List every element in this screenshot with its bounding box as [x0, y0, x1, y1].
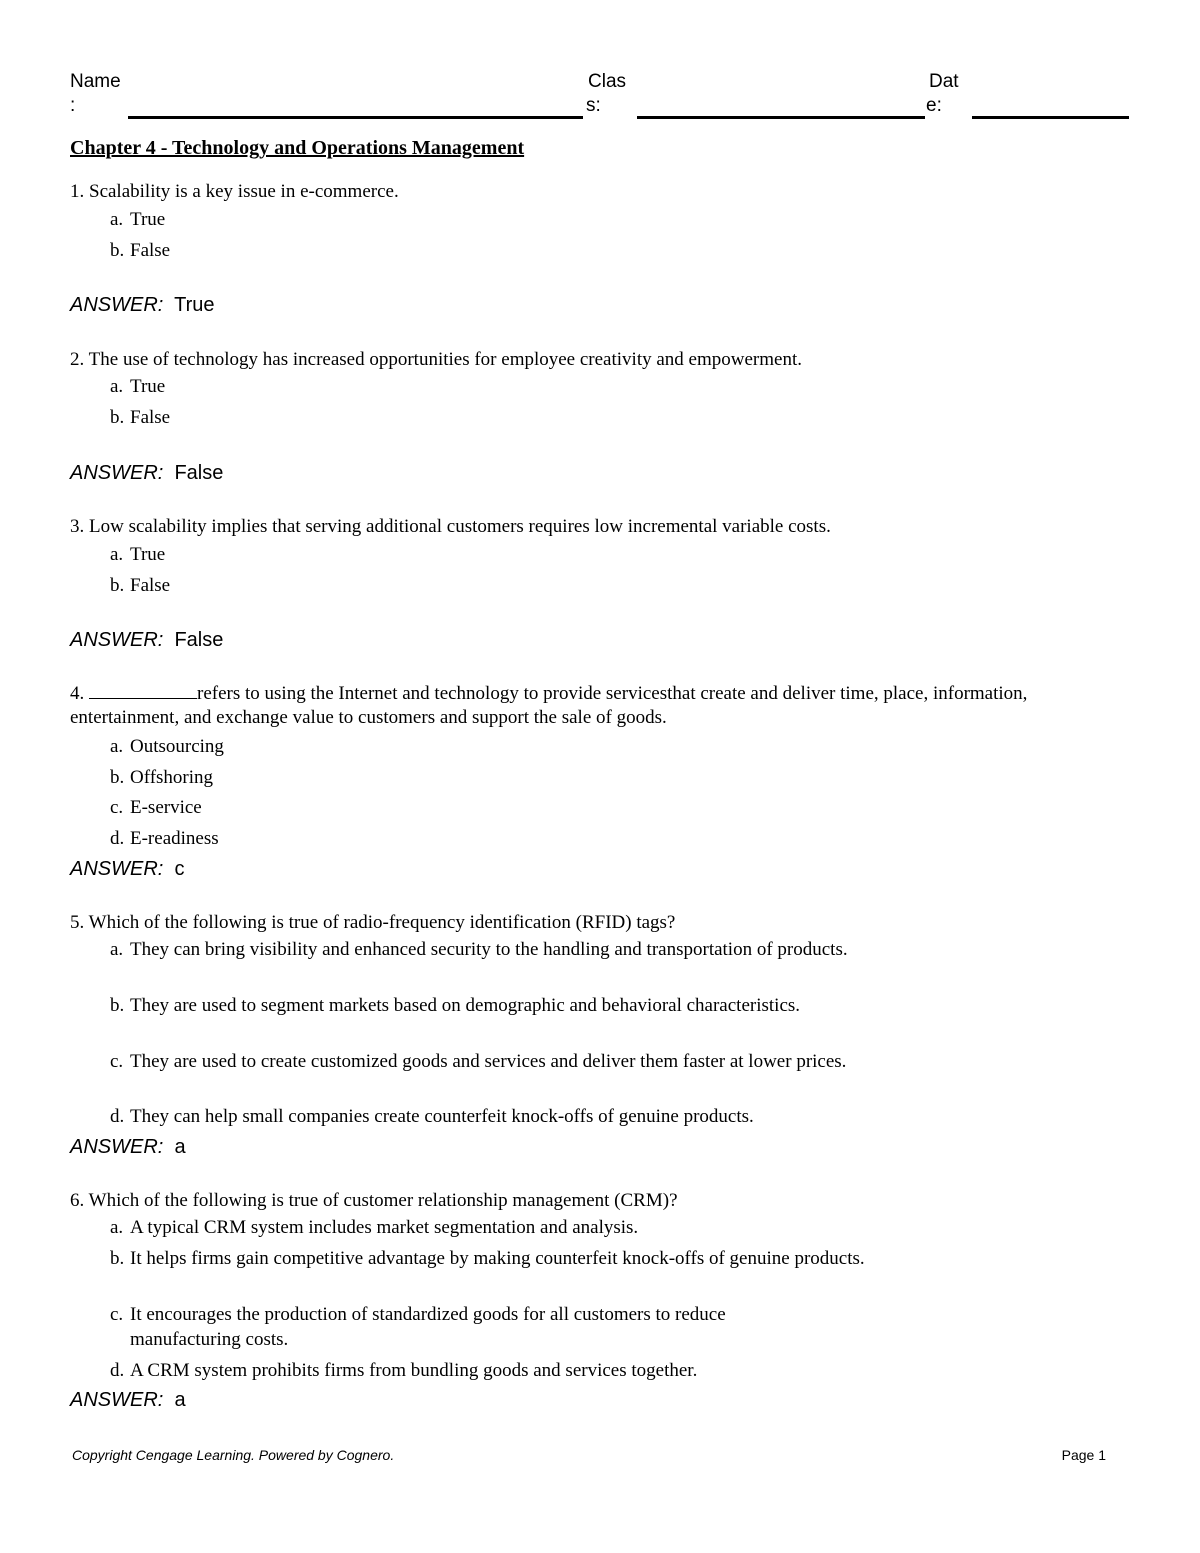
class-label: Clas — [588, 71, 627, 92]
answer-line — [70, 293, 215, 317]
choice-letter: b. — [110, 407, 125, 428]
choice-text: False — [130, 240, 171, 261]
answer-line — [70, 628, 223, 652]
choice-a[interactable] — [110, 207, 170, 232]
choice-text: Offshoring — [130, 767, 214, 788]
answer-line — [70, 1388, 186, 1412]
choice-letter: a. — [110, 376, 124, 397]
choice-b[interactable] — [110, 238, 170, 263]
choice-b[interactable] — [110, 993, 890, 1018]
question-number: 4. — [70, 683, 85, 704]
copyright-footer: Copyright Cengage Learning. Powered by Cognero. — [72, 1447, 395, 1463]
question-text: 5. Which of the following is true of radio-frequency identification (RFID) tags? — [70, 912, 676, 933]
answer-value: True — [174, 294, 215, 316]
choice-letter: b. — [110, 1248, 125, 1269]
answer-line — [70, 857, 184, 881]
answer-label: ANSWER: — [70, 629, 164, 651]
choice-letter: d. — [110, 828, 125, 849]
choice-text: A typical CRM system includes market segmentation and analysis. — [130, 1217, 639, 1238]
name-label: Name — [70, 71, 121, 92]
choice-a[interactable] — [110, 542, 170, 567]
choice-b[interactable] — [110, 1246, 890, 1271]
name-field[interactable] — [128, 116, 583, 119]
answer-value: False — [174, 462, 224, 484]
choice-letter: c. — [110, 1051, 124, 1072]
choice-letter: c. — [110, 1304, 124, 1325]
class-field[interactable] — [637, 116, 925, 119]
choice-text: They can help small companies create counterfeit knock-offs of genuine products. — [130, 1106, 754, 1127]
answer-value: a — [174, 1136, 186, 1158]
choice-letter: c. — [110, 797, 124, 818]
chapter-title: Chapter 4 - Technology and Operations Management — [70, 137, 525, 159]
choice-text: It helps firms gain competitive advantage by making counterfeit knock-offs of genuine products. — [130, 1248, 865, 1269]
choice-text: A CRM system prohibits firms from bundling goods and services together. — [130, 1360, 698, 1381]
question-text: 1. Scalability is a key issue in e-commerce. — [70, 181, 399, 202]
choice-letter: b. — [110, 995, 125, 1016]
choice-text: True — [130, 544, 166, 565]
answer-label: ANSWER: — [70, 1136, 164, 1158]
question-text — [70, 682, 1070, 730]
choice-text: They can bring visibility and enhanced security to the handling and transportation of products. — [130, 939, 848, 960]
choice-text: False — [130, 575, 171, 596]
date-field[interactable] — [972, 116, 1129, 119]
date-label-colon: e: — [926, 95, 942, 116]
choice-letter: b. — [110, 240, 125, 261]
choice-d[interactable] — [110, 826, 219, 851]
choice-a[interactable] — [110, 937, 890, 962]
choice-text: E-readiness — [130, 828, 219, 849]
answer-value: c — [174, 858, 185, 880]
answer-line — [70, 1135, 186, 1159]
answer-label: ANSWER: — [70, 1389, 164, 1411]
choice-c[interactable] — [110, 1049, 890, 1074]
choice-text: It encourages the production of standardized goods for all customers to reduce manufacturing costs. — [130, 1304, 726, 1350]
name-label-colon: : — [70, 95, 76, 116]
choice-letter: a. — [110, 939, 124, 960]
choice-letter: a. — [110, 1217, 124, 1238]
choice-a[interactable] — [110, 374, 170, 399]
question-body: refers to using the Internet and technology to provide servicesthat create and deliver time, place, information, entertainment, and exchange value to customers and support the sale of goods. — [70, 683, 1028, 728]
choice-text: True — [130, 376, 166, 397]
choice-c[interactable] — [110, 1302, 830, 1352]
choice-letter: a. — [110, 736, 124, 757]
question-text: 6. Which of the following is true of customer relationship management (CRM)? — [70, 1190, 678, 1211]
choice-text: E-service — [130, 797, 202, 818]
choice-d[interactable] — [110, 1104, 754, 1129]
date-label: Dat — [929, 71, 959, 92]
answer-value: a — [174, 1389, 186, 1411]
choice-c[interactable] — [110, 795, 202, 820]
choice-text: They are used to create customized goods and services and deliver them faster at lower prices. — [130, 1051, 847, 1072]
choice-letter: b. — [110, 575, 125, 596]
class-label-colon: s: — [586, 95, 601, 116]
answer-value: False — [174, 629, 224, 651]
choice-text: Outsourcing — [130, 736, 224, 757]
choice-letter: a. — [110, 544, 124, 565]
question-text: 3. Low scalability implies that serving additional customers requires low incremental variable costs. — [70, 516, 831, 537]
answer-label: ANSWER: — [70, 294, 164, 316]
choice-b[interactable] — [110, 573, 170, 598]
choice-letter: a. — [110, 209, 124, 230]
page-number: Page 1 — [1061, 1447, 1106, 1463]
choice-letter: d. — [110, 1360, 125, 1381]
choice-text: They are used to segment markets based on demographic and behavioral characteristics. — [130, 995, 801, 1016]
choice-a[interactable] — [110, 1215, 638, 1240]
choice-a[interactable] — [110, 734, 224, 759]
question-text: 2. The use of technology has increased opportunities for employee creativity and empowerment. — [70, 349, 802, 370]
answer-label: ANSWER: — [70, 858, 164, 880]
choice-text: False — [130, 407, 171, 428]
fill-in-blank — [89, 683, 197, 699]
choice-letter: b. — [110, 767, 125, 788]
choice-b[interactable] — [110, 765, 213, 790]
answer-line — [70, 461, 223, 485]
choice-letter: d. — [110, 1106, 125, 1127]
answer-label: ANSWER: — [70, 462, 164, 484]
choice-b[interactable] — [110, 405, 170, 430]
choice-text: True — [130, 209, 166, 230]
choice-d[interactable] — [110, 1358, 697, 1383]
